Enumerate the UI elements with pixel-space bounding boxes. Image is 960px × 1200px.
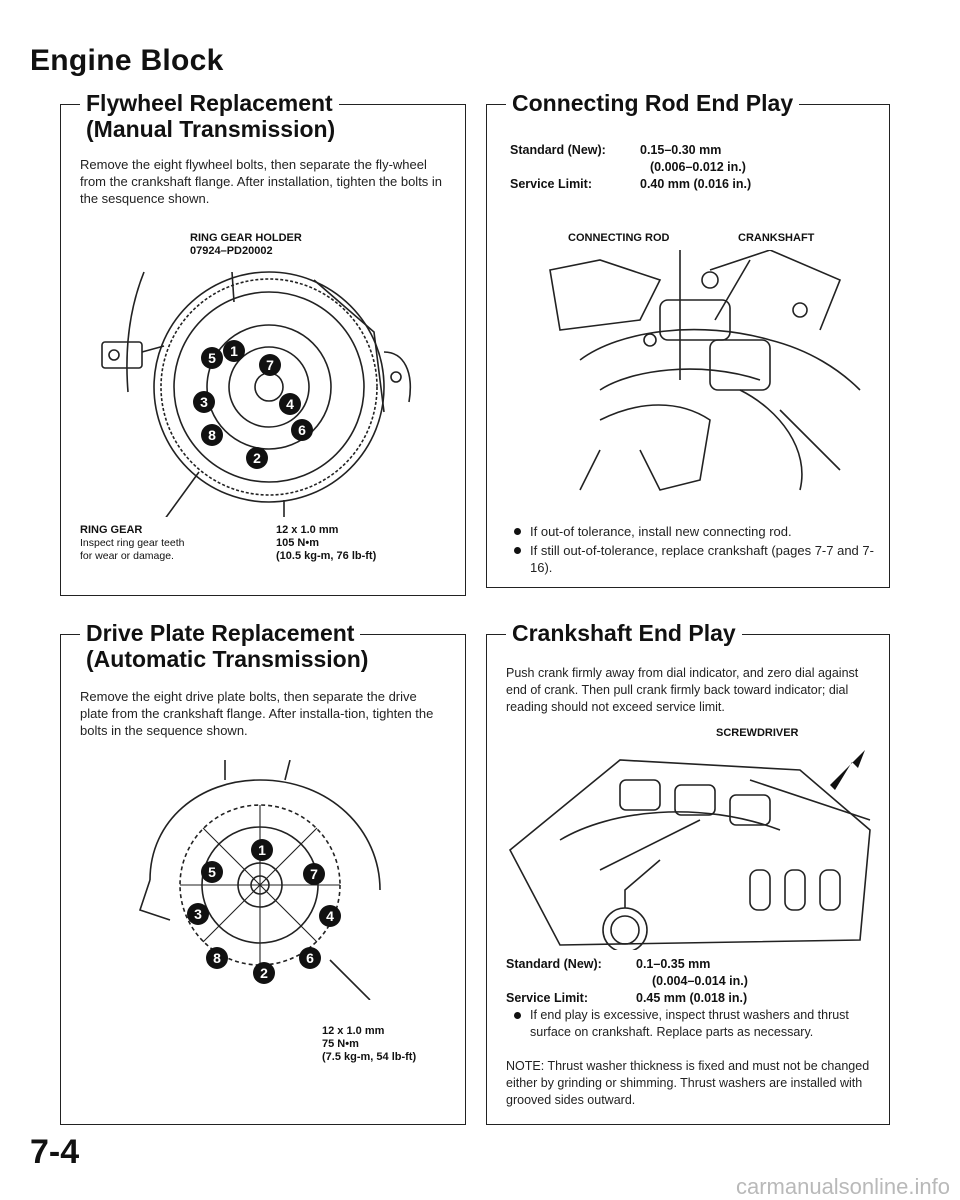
rod-standard-inch: (0.006–0.012 in.) <box>650 160 746 174</box>
svg-text:3: 3 <box>200 394 208 410</box>
connecting-rod-label: CONNECTING ROD <box>568 232 670 244</box>
bullet-dot <box>514 528 521 535</box>
crank-standard-inch: (0.004–0.014 in.) <box>652 974 748 988</box>
drive-plate-torque-nm: 75 N•m <box>322 1038 359 1050</box>
bullet-dot <box>514 547 521 554</box>
drive-plate-bolt-spec: 12 x 1.0 mm <box>322 1025 385 1037</box>
crank-limit-value: 0.45 mm (0.018 in.) <box>636 991 748 1005</box>
svg-text:4: 4 <box>286 396 294 412</box>
svg-text:1: 1 <box>230 343 238 359</box>
svg-text:5: 5 <box>208 864 216 880</box>
flywheel-instructions: Remove the eight flywheel bolts, then separate the fly-wheel from the crankshaft flange. After installation, tighten the bolts in the sesquence shown. <box>80 157 443 206</box>
crank-standard-label: Standard (New): <box>506 957 602 971</box>
flywheel-bolt-5 <box>200 346 224 370</box>
crank-limit-row <box>506 990 747 1007</box>
flywheel-bolt-4 <box>278 392 302 416</box>
svg-text:5: 5 <box>208 350 216 366</box>
drive-plate-torque-alt: (7.5 kg-m, 54 lb-ft) <box>322 1051 417 1063</box>
rod-bullet-1 <box>530 523 880 540</box>
ring-gear-label: RING GEAR <box>80 524 143 536</box>
drive-plate-title-2: (Automatic Transmission) <box>86 646 369 672</box>
flywheel-bolt-7 <box>258 353 282 377</box>
watermark: carmanualsonline.info <box>735 1174 950 1199</box>
drive-plate-bolt-5 <box>200 860 224 884</box>
svg-text:7: 7 <box>266 357 274 373</box>
bullet-dot <box>514 1012 521 1019</box>
rod-limit-value: 0.40 mm (0.016 in.) <box>640 177 752 191</box>
rod-limit-label: Service Limit: <box>510 177 592 191</box>
screwdriver-label: SCREWDRIVER <box>716 727 799 739</box>
flywheel-bolt-2 <box>245 446 269 470</box>
crank-standard-value: 0.1–0.35 mm <box>636 957 711 971</box>
drive-plate-bolt-8 <box>205 946 229 970</box>
drive-plate-bolt-2 <box>252 961 276 985</box>
crankshaft-diagram <box>500 740 880 950</box>
drive-plate-instructions: Remove the eight drive plate bolts, then separate the drive plate from the crankshaft flange. After installa-tion, tighten the bolts in the sequence shown. <box>80 689 434 738</box>
svg-text:7: 7 <box>310 866 318 882</box>
drive-plate-title-1: Drive Plate Replacement <box>80 620 360 646</box>
rod-standard-row <box>510 142 721 159</box>
crank-bullet-1-text: If end play is excessive, inspect thrust washers and thrust surface on crankshaft. Replace parts as necessary. <box>530 1008 849 1039</box>
page-number: 7-4 <box>30 1133 80 1171</box>
drive-plate-bolt-7 <box>302 862 326 886</box>
drive-plate-bolt-4 <box>318 904 342 928</box>
rod-bullet-2 <box>530 542 880 576</box>
rod-standard-label: Standard (New): <box>510 143 606 157</box>
flywheel-bolt-8 <box>200 423 224 447</box>
svg-text:1: 1 <box>258 842 266 858</box>
svg-text:3: 3 <box>194 906 202 922</box>
crank-end-play-title: Crankshaft End Play <box>506 620 742 646</box>
crank-bullet-1 <box>530 1007 875 1041</box>
ring-gear-holder-part: 07924–PD20002 <box>190 245 273 257</box>
svg-text:2: 2 <box>260 965 268 981</box>
rod-bullet-2-text: If still out-of-tolerance, replace crankshaft (pages 7-7 and 7-16). <box>530 543 874 575</box>
rod-end-play-title: Connecting Rod End Play <box>506 90 799 116</box>
svg-text:2: 2 <box>253 450 261 466</box>
rod-limit-row <box>510 176 751 193</box>
crankshaft-label: CRANKSHAFT <box>738 232 815 244</box>
flywheel-bolt-spec: 12 x 1.0 mm <box>276 524 339 536</box>
ring-gear-holder-label: RING GEAR HOLDER <box>190 232 302 244</box>
flywheel-bolt-3 <box>192 390 216 414</box>
crank-instructions: Push crank firmly away from dial indicator, and zero dial against end of crank. Then pull crank firmly back toward indicator; dial reading should not exceed service limit. <box>506 666 859 714</box>
flywheel-bolt-1 <box>222 339 246 363</box>
crank-note: NOTE: Thrust washer thickness is fixed and must not be changed either by grinding or shimming. Thrust washers are installed with grooved sides outward. <box>506 1059 870 1107</box>
svg-text:6: 6 <box>298 422 306 438</box>
flywheel-title-1: Flywheel Replacement <box>80 90 339 116</box>
page-title: Engine Block <box>30 44 224 77</box>
flywheel-torque-nm: 105 N•m <box>276 537 319 549</box>
rod-bullet-1-text: If out-of tolerance, install new connecting rod. <box>530 524 792 539</box>
flywheel-bolt-6 <box>290 418 314 442</box>
drive-plate-bolt-1 <box>250 838 274 862</box>
crank-limit-label: Service Limit: <box>506 991 588 1005</box>
crank-standard-row <box>506 956 710 973</box>
flywheel-torque-alt: (10.5 kg-m, 76 lb-ft) <box>276 550 377 562</box>
drive-plate-bolt-3 <box>186 902 210 926</box>
flywheel-diagram <box>84 262 454 517</box>
svg-text:4: 4 <box>326 908 334 924</box>
svg-text:8: 8 <box>208 427 216 443</box>
ring-gear-note: Inspect ring gear teeth for wear or damage. <box>80 537 185 562</box>
drive-plate-bolt-6 <box>298 946 322 970</box>
rod-standard-value: 0.15–0.30 mm <box>640 143 722 157</box>
flywheel-title-2: (Manual Transmission) <box>86 116 336 142</box>
connecting-rod-diagram <box>540 250 870 500</box>
svg-text:6: 6 <box>306 950 314 966</box>
svg-text:8: 8 <box>213 950 221 966</box>
